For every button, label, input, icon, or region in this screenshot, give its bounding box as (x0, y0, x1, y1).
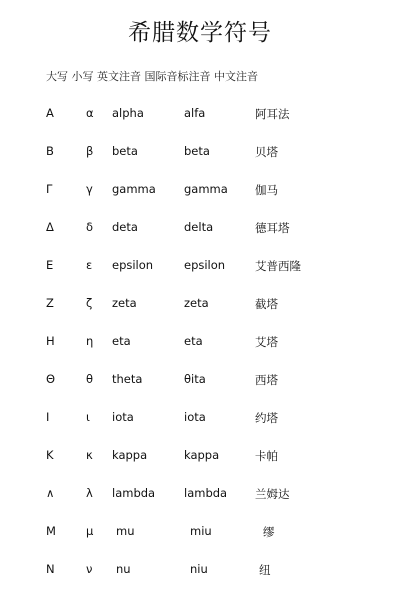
uppercase-letter: Β (46, 144, 54, 158)
chinese-pronunciation: 贝塔 (255, 145, 278, 159)
uppercase-letter: Δ (46, 220, 54, 234)
lowercase-letter: ν (86, 562, 93, 576)
english-pronunciation: theta (112, 372, 143, 386)
english-pronunciation: nu (116, 562, 131, 576)
chinese-pronunciation: 阿耳法 (255, 107, 290, 121)
english-pronunciation: alpha (112, 106, 144, 120)
english-pronunciation: deta (112, 220, 138, 234)
ipa-pronunciation: delta (184, 220, 214, 234)
chinese-pronunciation: 德耳塔 (255, 221, 290, 235)
english-pronunciation: gamma (112, 182, 156, 196)
table-row (0, 562, 400, 582)
lowercase-letter: δ (86, 220, 94, 234)
chinese-pronunciation: 艾塔 (255, 335, 278, 349)
uppercase-letter: Γ (46, 182, 53, 196)
uppercase-letter: Η (46, 334, 55, 348)
uppercase-letter: Ν (46, 562, 55, 576)
lowercase-letter: ι (86, 410, 90, 424)
chinese-pronunciation: 缪 (263, 525, 275, 539)
chinese-pronunciation: 伽马 (255, 183, 278, 197)
chinese-pronunciation: 兰姆达 (255, 487, 290, 501)
lowercase-letter: ζ (86, 296, 93, 310)
table-row (0, 448, 400, 468)
chinese-pronunciation: 西塔 (255, 373, 278, 387)
table-row (0, 486, 400, 506)
table-row (0, 220, 400, 240)
chinese-pronunciation: 艾普西隆 (255, 259, 301, 273)
ipa-pronunciation: kappa (184, 448, 220, 462)
lowercase-letter: β (86, 144, 94, 158)
uppercase-letter: Α (46, 106, 54, 120)
ipa-pronunciation: gamma (184, 182, 228, 196)
english-pronunciation: beta (112, 144, 138, 158)
table-row (0, 296, 400, 316)
ipa-pronunciation: zeta (184, 296, 209, 310)
chinese-pronunciation: 约塔 (255, 411, 278, 425)
uppercase-letter: Ε (46, 258, 54, 272)
table-row (0, 524, 400, 544)
lowercase-letter: κ (86, 448, 93, 462)
ipa-pronunciation: θita (184, 372, 206, 386)
uppercase-letter: Θ (46, 372, 56, 386)
ipa-pronunciation: niu (190, 562, 208, 576)
lowercase-letter: γ (86, 182, 93, 196)
table-row (0, 144, 400, 164)
table-row (0, 106, 400, 126)
english-pronunciation: zeta (112, 296, 137, 310)
chinese-pronunciation: 卡帕 (255, 449, 278, 463)
table-row (0, 182, 400, 202)
english-pronunciation: lambda (112, 486, 156, 500)
english-pronunciation: kappa (112, 448, 148, 462)
table-row (0, 372, 400, 392)
chinese-pronunciation: 纽 (259, 563, 271, 577)
table-row (0, 258, 400, 278)
chinese-pronunciation: 截塔 (255, 297, 278, 311)
uppercase-letter: Κ (46, 448, 54, 462)
ipa-pronunciation: alfa (184, 106, 206, 120)
lowercase-letter: λ (86, 486, 93, 500)
table-row (0, 334, 400, 354)
lowercase-letter: η (86, 334, 94, 348)
page-title: 希腊数学符号 (128, 20, 272, 46)
table-row (0, 410, 400, 430)
column-header: 大写 小写 英文注音 国际音标注音 中文注音 (46, 70, 258, 83)
lowercase-letter: ε (86, 258, 93, 272)
uppercase-letter: Ζ (46, 296, 54, 310)
ipa-pronunciation: miu (190, 524, 212, 538)
english-pronunciation: iota (112, 410, 134, 424)
english-pronunciation: epsilon (112, 258, 154, 272)
uppercase-letter: Μ (46, 524, 56, 538)
english-pronunciation: mu (116, 524, 135, 538)
english-pronunciation: eta (112, 334, 131, 348)
lowercase-letter: μ (86, 524, 94, 538)
uppercase-letter: ∧ (46, 486, 55, 500)
lowercase-letter: θ (86, 372, 94, 386)
ipa-pronunciation: lambda (184, 486, 228, 500)
ipa-pronunciation: epsilon (184, 258, 226, 272)
ipa-pronunciation: eta (184, 334, 203, 348)
uppercase-letter: Ι (46, 410, 50, 424)
lowercase-letter: α (86, 106, 94, 120)
ipa-pronunciation: iota (184, 410, 206, 424)
ipa-pronunciation: beta (184, 144, 210, 158)
